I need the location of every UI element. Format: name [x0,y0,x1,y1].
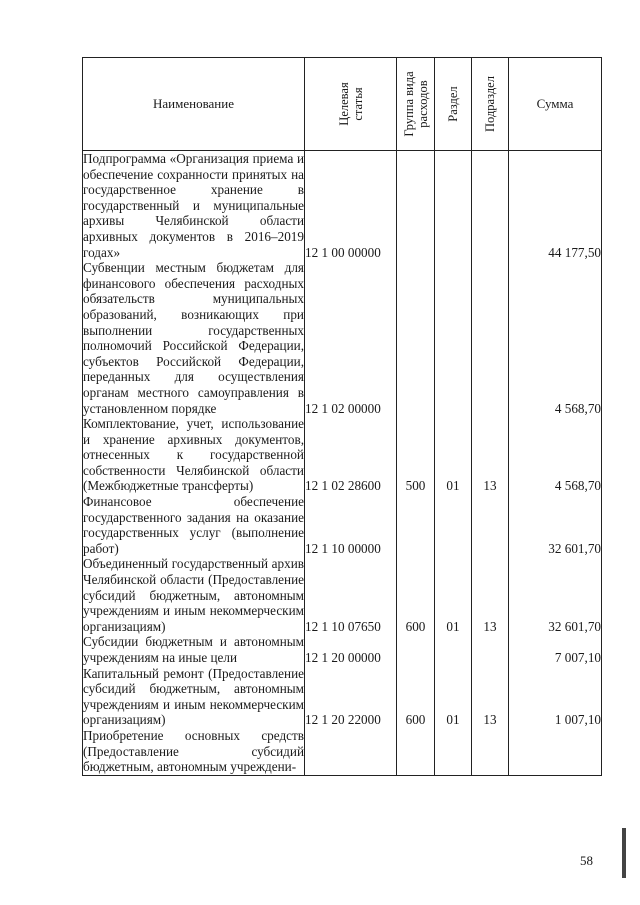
row-target [305,728,397,775]
header-section [435,58,472,151]
row-section [435,634,472,665]
table-row [83,494,602,556]
row-subsection [472,634,509,665]
row-name: Приобретение основных средств (Предоставление субсидий бюджетным, автономным учреждени- [83,727,304,775]
row-section [435,260,472,416]
row-sum: 32 601,70 [509,494,602,556]
header-target [305,58,397,151]
table-row [83,416,602,494]
row-subsection: 13 [472,556,509,634]
row-sum: 1 007,10 [509,666,602,728]
row-subsection [472,260,509,416]
header-name: Наименование [83,58,305,151]
row-group: 600 [397,666,435,728]
table-row [83,666,602,728]
row-name: Субвенции местным бюджетам для финансового обеспечения расходных обязательств муниципальных образований, возникающих при выполнении государственных полномочий Российской Федерации, субъектов Российской Федерации, переданных для осуществления органам местного самоуправления в установленном порядке [83,260,304,416]
row-section [435,728,472,775]
table-row [83,556,602,634]
page-number: 58 [580,853,593,868]
row-subsection [472,494,509,556]
row-section: 01 [435,666,472,728]
row-name: Подпрограмма «Организация приема и обеспечение сохранности принятых на государственное хранение в государственный и муниципальные архивы Челябинской области архивных документов в 2016–2019 годах» [83,151,304,260]
row-name: Комплектование, учет, использование и хранение архивных документов, отнесенных к государственной собственности Челябинской области (Межбюджетные трансферты) [83,416,304,494]
table-row [83,634,602,665]
row-name: Финансовое обеспечение государственного задания на оказание государственных услуг (выполнение работ) [83,494,304,556]
row-sum: 4 568,70 [509,260,602,416]
row-name: Субсидии бюджетным и автономным учреждениям на иные цели [83,634,304,665]
row-group [397,634,435,665]
budget-table [82,57,602,776]
row-target: 12 1 02 28600 [305,416,397,494]
header-target-label: Целевая статья [336,82,365,126]
table-row [83,260,602,416]
scan-edge-mark [622,828,626,878]
row-section: 01 [435,556,472,634]
row-subsection [472,728,509,775]
row-group [397,260,435,416]
header-group-label: Группа вида расходов [401,71,430,137]
row-section [435,151,472,261]
row-sum [509,728,602,775]
header-subsection-label: Подраздел [483,76,497,132]
row-sum: 4 568,70 [509,416,602,494]
row-group [397,494,435,556]
header-subsection [472,58,509,151]
header-group [397,58,435,151]
row-subsection [472,151,509,261]
row-sum: 32 601,70 [509,556,602,634]
row-name: Объединенный государственный архив Челябинской области (Предоставление субсидий бюджетным, автономным учреждениям и иным некоммерческим организациям) [83,556,304,634]
row-name: Капитальный ремонт (Предоставление субсидий бюджетным, автономным учреждениям и иным некоммерческим организациям) [83,665,304,728]
row-group [397,151,435,261]
table-header-row [83,58,602,151]
row-target: 12 1 00 00000 [305,151,397,261]
row-section: 01 [435,416,472,494]
row-subsection: 13 [472,416,509,494]
row-section [435,494,472,556]
row-target: 12 1 10 00000 [305,494,397,556]
row-target: 12 1 20 00000 [305,634,397,665]
header-section-label: Раздел [446,86,460,122]
row-group: 500 [397,416,435,494]
row-target: 12 1 20 22000 [305,666,397,728]
row-sum: 44 177,50 [509,151,602,261]
row-sum: 7 007,10 [509,634,602,665]
row-target: 12 1 10 07650 [305,556,397,634]
row-group: 600 [397,556,435,634]
row-group [397,728,435,775]
header-sum: Сумма [509,58,602,151]
table-row [83,151,602,261]
row-target: 12 1 02 00000 [305,260,397,416]
row-subsection: 13 [472,666,509,728]
table-row [83,728,602,775]
